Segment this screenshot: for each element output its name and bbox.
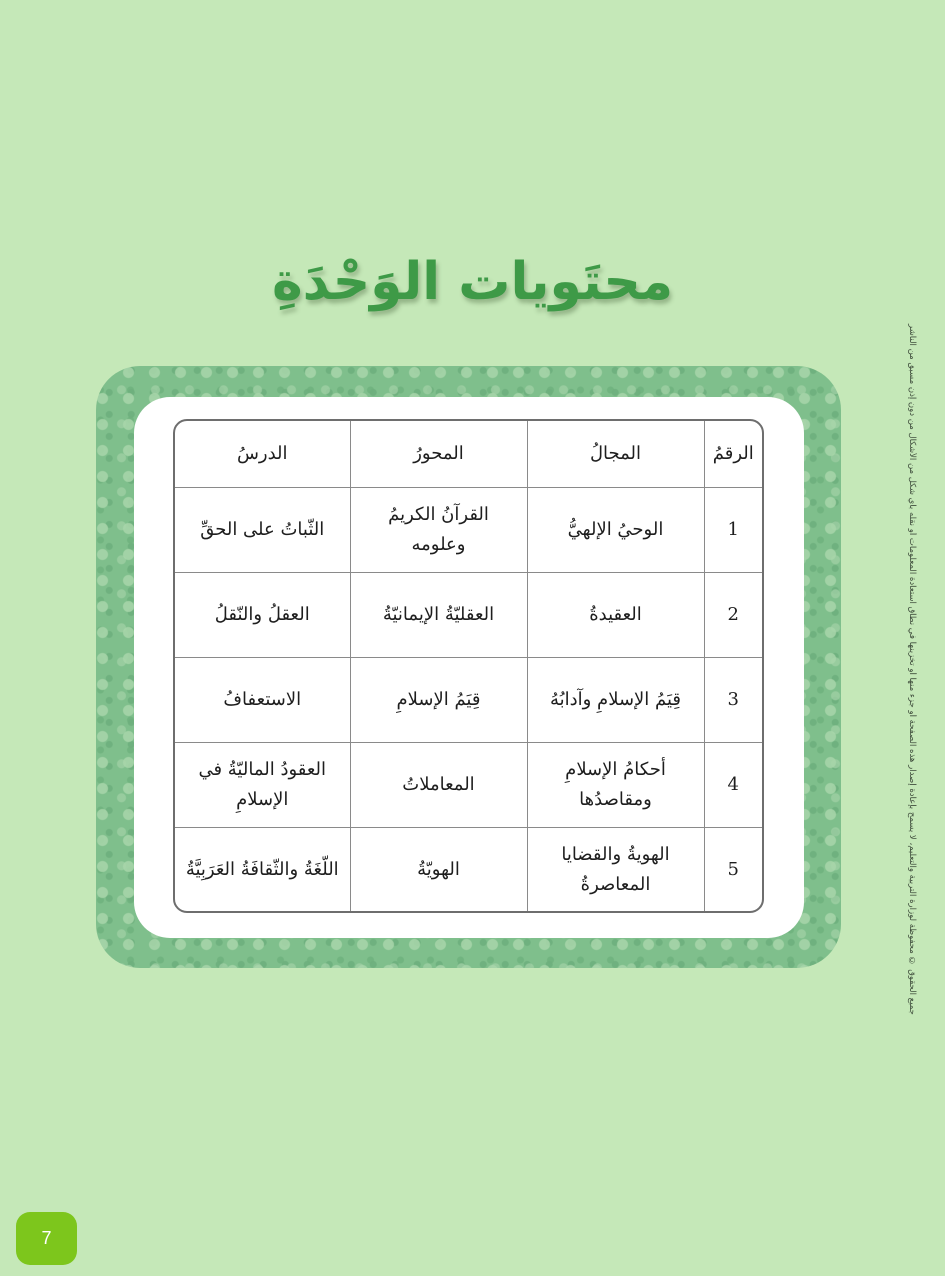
- row-number: 3: [704, 658, 762, 743]
- row-lesson: الثّباتُ على الحقِّ: [175, 488, 350, 573]
- row-axis: المعاملاتُ: [350, 743, 527, 828]
- header-axis: المحورُ: [350, 421, 527, 488]
- row-lesson: الاستعفافُ: [175, 658, 350, 743]
- table-row: [175, 573, 762, 658]
- table-header-row: [175, 421, 762, 488]
- page-number-badge: 7: [16, 1212, 77, 1265]
- table-row: [175, 743, 762, 828]
- row-axis: القرآنُ الكريمُ وعلومه: [350, 488, 527, 573]
- row-number: 2: [704, 573, 762, 658]
- header-number: الرقمُ: [704, 421, 762, 488]
- row-axis: الهويّةُ: [350, 828, 527, 913]
- copyright-notice: جميع الحقوق © محفوظة لوزارة التربية والتعليم، لا يسمح بإعادة إصدار هذه الصفحة أو جزء منها أو تخزينها في نطاق استعادة المعلومات أو نقله بأي شكل من الأشكال من دون إذن مسبق من الناشر: [907, 324, 917, 1015]
- row-number: 4: [704, 743, 762, 828]
- row-domain: الوحيُ الإلهيُّ: [527, 488, 704, 573]
- row-domain: العقيدةُ: [527, 573, 704, 658]
- row-number: 1: [704, 488, 762, 573]
- row-domain: الهويةُ والقضايا المعاصرةُ: [527, 828, 704, 913]
- header-lesson: الدرسُ: [175, 421, 350, 488]
- row-domain: أحكامُ الإسلامِ ومقاصدُها: [527, 743, 704, 828]
- table-row: [175, 658, 762, 743]
- table-row: [175, 488, 762, 573]
- header-domain: المجالُ: [527, 421, 704, 488]
- unit-contents-table: [173, 419, 764, 913]
- row-domain: قِيَمُ الإسلامِ وآدابُهُ: [527, 658, 704, 743]
- row-axis: العقليّةُ الإيمانيّةُ: [350, 573, 527, 658]
- row-lesson: العقلُ والنّقلُ: [175, 573, 350, 658]
- row-lesson: اللّغَةُ والثّقافَةُ العَرَبِيَّةُ: [175, 828, 350, 913]
- table-row: [175, 828, 762, 913]
- page-title: محتَويات الوَحْدَةِ: [271, 252, 674, 312]
- row-lesson: العقودُ الماليّةُ في الإسلامِ: [175, 743, 350, 828]
- row-axis: قِيَمُ الإسلامِ: [350, 658, 527, 743]
- row-number: 5: [704, 828, 762, 913]
